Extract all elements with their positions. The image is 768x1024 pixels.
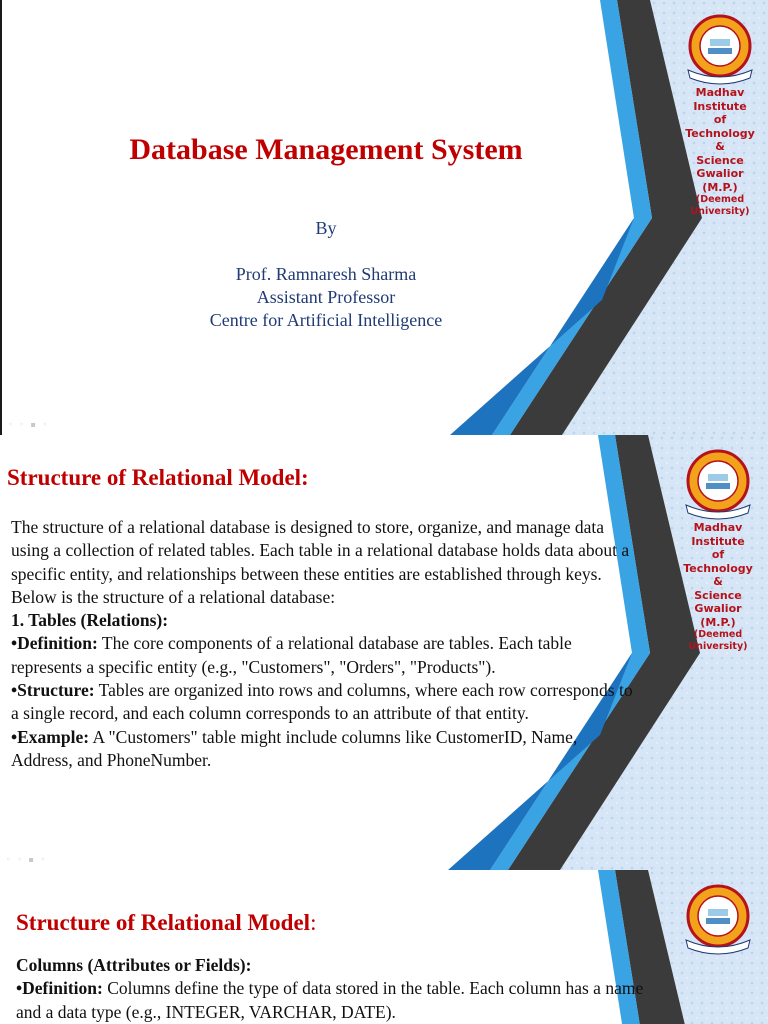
institute-block xyxy=(676,447,760,653)
slide-heading: Structure of Relational Model: xyxy=(7,465,309,490)
institute-name-line: Technology xyxy=(683,561,753,575)
bullet-text: Columns define the type of data stored in the table. Each column has a name and a data type (e.g., INTEGER, VARCHAR, DATE). xyxy=(16,978,644,1022)
bullet-item xyxy=(11,632,641,679)
bullet-label: •Definition: xyxy=(11,633,98,654)
slide-body xyxy=(11,516,641,772)
bullet-item xyxy=(11,679,641,726)
institute-name-line: of xyxy=(711,548,725,561)
bullet-text: A "Customers" table might include columns like CustomerID, Name, Address, and PhoneNumber. xyxy=(11,726,578,770)
bullet-label: •Definition: xyxy=(16,978,103,999)
bullet-text: Tables are organized into rows and columns, where each row corresponds to a single record, and each column corresponds to an attribute of that entity. xyxy=(11,680,633,724)
institute-name-line: of xyxy=(713,113,727,126)
institute-name-line: & xyxy=(713,575,723,588)
slide-1 xyxy=(0,0,768,435)
institute-name-line: Madhav xyxy=(693,521,743,534)
bullet-item xyxy=(11,726,641,773)
slide-body xyxy=(16,954,652,1024)
bullet-item xyxy=(16,977,652,1024)
author-designation: Assistant Professor xyxy=(256,287,396,307)
slide-heading-colon: : xyxy=(310,910,317,935)
by-label: By xyxy=(315,218,337,238)
intro-paragraph: The structure of a relational database is designed to store, organize, and manage data using a collection of related tables. Each table in a relational database holds data about a specific entity, and relationships between these entities are established through keys. Below is the structure of a relational database: xyxy=(11,517,630,607)
bullet-label: •Example: xyxy=(11,726,90,747)
slide-2 xyxy=(0,435,768,870)
institute-name-line: Madhav xyxy=(695,86,745,99)
institute-block xyxy=(676,882,760,956)
institute-name-line: Institute xyxy=(693,99,747,113)
slide-dots: ◦ ◦ ▪ ◦ xyxy=(8,420,50,429)
institute-block xyxy=(678,12,762,218)
institute-name-line: Technology xyxy=(685,126,755,140)
institute-name-line: & xyxy=(715,140,725,153)
slide-dots: ◦ ◦ ▪ ◦ xyxy=(6,855,48,864)
slide-3 xyxy=(0,870,768,1024)
institute-logo-icon xyxy=(678,447,758,521)
institute-logo-icon xyxy=(680,12,760,86)
institute-sub-line: (Deemed xyxy=(695,194,745,205)
bullet-label: •Structure: xyxy=(11,680,95,701)
slide-heading xyxy=(16,910,316,936)
institute-name-line: Gwalior (M.P.) xyxy=(696,167,744,194)
section-title: Columns (Attributes or Fields): xyxy=(16,955,252,975)
presentation-title: Database Management System xyxy=(129,133,523,166)
institute-sub-line: University) xyxy=(690,206,750,217)
section-title: 1. Tables (Relations): xyxy=(11,610,169,631)
institute-sub-line: (Deemed xyxy=(693,629,743,640)
slide-heading-text: Structure of Relational Model xyxy=(16,910,311,935)
institute-name-line: Gwalior (M.P.) xyxy=(694,602,742,629)
institute-name-line: Science xyxy=(696,153,744,167)
institute-name-line: Science xyxy=(694,588,742,602)
bullet-text: The core components of a relational database are tables. Each table represents a specific entity (e.g., "Customers", "Orders", "Products"). xyxy=(11,633,572,677)
institute-name-line: Institute xyxy=(691,534,745,548)
institute-logo-icon xyxy=(678,882,758,956)
institute-sub-line: University) xyxy=(688,641,748,652)
author-name: Prof. Ramnaresh Sharma xyxy=(235,264,417,284)
author-department: Centre for Artificial Intelligence xyxy=(209,310,443,330)
